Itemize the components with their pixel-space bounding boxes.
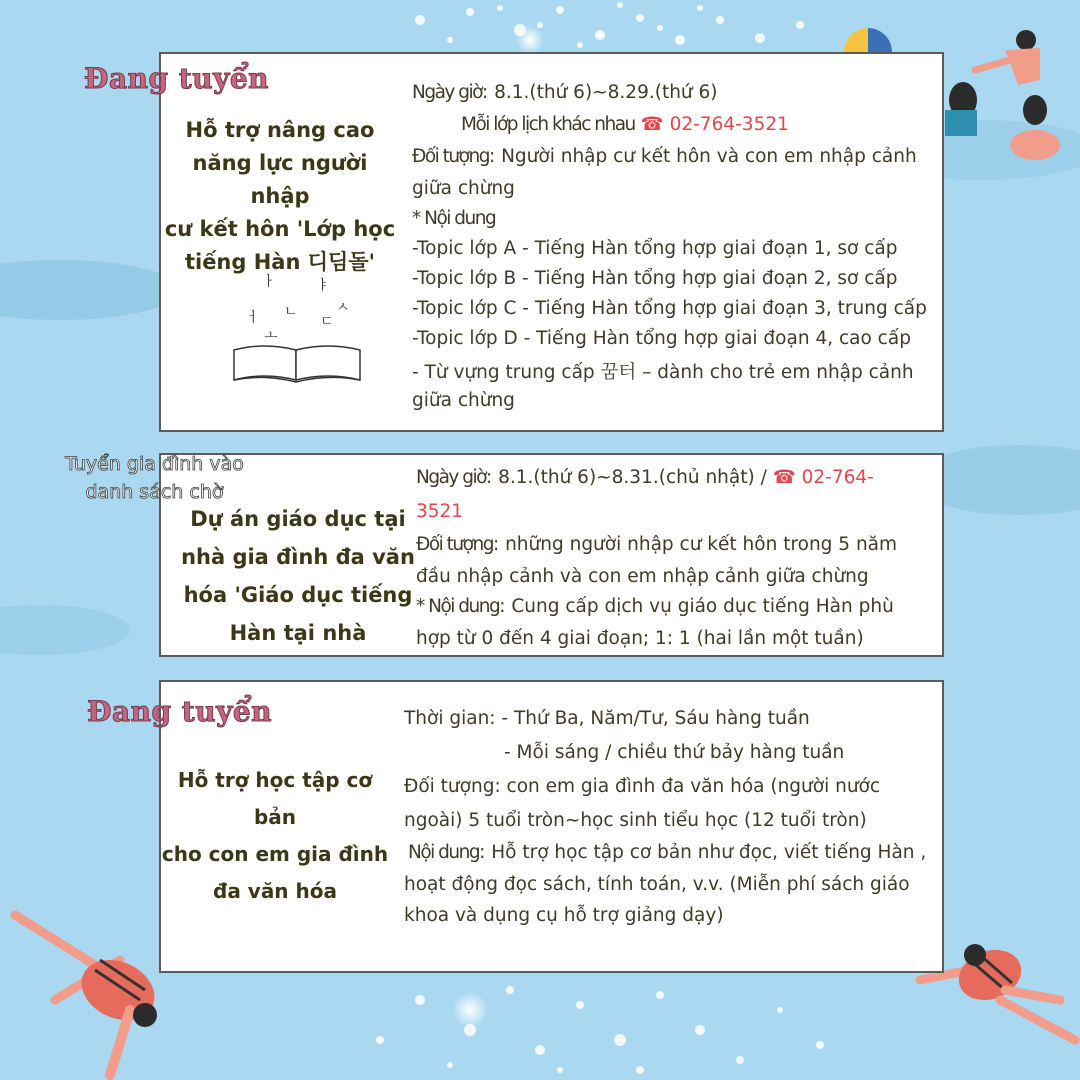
time-row-cont: - Mỗi sáng / chiều thứ bảy hàng tuần bbox=[504, 742, 845, 763]
list-item: -Topic lớp A - Tiếng Hàn tổng hợp giai đoạn 1, sơ cấp bbox=[412, 238, 898, 259]
list-item: -Topic lớp D - Tiếng Hàn tổng hợp giai đoạn 4, cao cấp bbox=[412, 328, 911, 349]
target-row: Đối tượng: Người nhập cư kết hôn và con em nhập cảnh bbox=[412, 146, 917, 167]
list-item: - Từ vựng trung cấp 꿈터 – dành cho trẻ em nhập cảnh bbox=[412, 362, 914, 383]
status-recruiting: Đang tuyển bbox=[87, 695, 273, 728]
content-label: * Nội dung bbox=[412, 208, 496, 229]
list-item: -Topic lớp B - Tiếng Hàn tổng hợp giai đoạn 2, sơ cấp bbox=[412, 268, 898, 289]
list-item-cont: giữa chừng bbox=[412, 390, 515, 411]
phone-number[interactable]: ☎ 02-764-3521 bbox=[640, 114, 789, 135]
phone-number-cont[interactable]: 3521 bbox=[416, 501, 464, 522]
time-row: Thời gian: - Thứ Ba, Năm/Tư, Sáu hàng tuần bbox=[404, 708, 810, 729]
status-waitlist: Tuyển gia đình vào danh sách chờ bbox=[65, 453, 244, 503]
svg-text:ㅑ: ㅑ bbox=[316, 278, 330, 294]
target-row-cont: đầu nhập cảnh và con em nhập cảnh giữa chừng bbox=[416, 566, 869, 587]
program-title: Hỗ trợ học tập cơ bản cho con em gia đình đa văn hóa bbox=[161, 768, 389, 903]
content-row-cont: hoạt động đọc sách, tính toán, v.v. (Miễn phí sách giáo bbox=[404, 874, 910, 895]
phone-number[interactable]: ☎ 02-764- bbox=[772, 467, 874, 488]
content-row-cont: khoa và dụng cụ hỗ trợ giảng dạy) bbox=[404, 905, 724, 926]
content-row: * Nội dung: Cung cấp dịch vụ giáo dục tiếng Hàn phù bbox=[416, 596, 894, 617]
svg-text:ㅏ: ㅏ bbox=[262, 274, 276, 290]
target-row: Đối tượng: con em gia đình đa văn hóa (người nước bbox=[404, 776, 881, 797]
content-row-cont: hợp từ 0 đến 4 giai đoạn; 1: 1 (hai lần một tuần) bbox=[416, 628, 864, 649]
program-title: Hỗ trợ nâng cao năng lực người nhập cư kết hôn 'Lớp học tiếng Hàn 디딤돌' bbox=[164, 118, 396, 274]
list-item: -Topic lớp C - Tiếng Hàn tổng hợp giai đoạn 3, trung cấp bbox=[412, 298, 927, 319]
program-title: Dự án giáo dục tại nhà gia đình đa văn hóa 'Giáo dục tiếng Hàn tại nhà bbox=[181, 507, 415, 645]
svg-text:ㄴ: ㄴ bbox=[284, 304, 298, 320]
content-row: Nội dung: Hỗ trợ học tập cơ bản như đọc, viết tiếng Hàn , bbox=[408, 842, 927, 863]
target-row: Đối tượng: những người nhập cư kết hôn trong 5 năm bbox=[416, 534, 898, 555]
svg-text:ㅅ: ㅅ bbox=[336, 300, 350, 316]
date-row: Ngày giờ: 8.1.(thứ 6)~8.31.(chủ nhật) / ☎ 02-764- bbox=[416, 467, 874, 488]
svg-text:ㅓ: ㅓ bbox=[246, 310, 260, 326]
schedule-row: Mỗi lớp lịch khác nhau ☎ 02-764-3521 bbox=[461, 114, 789, 135]
target-row-cont: giữa chừng bbox=[412, 178, 515, 199]
svg-text:ㅗ: ㅗ bbox=[264, 328, 278, 344]
target-row-cont: ngoài) 5 tuổi tròn~học sinh tiểu học (12 tuổi tròn) bbox=[404, 810, 867, 831]
date-row: Ngày giờ: 8.1.(thứ 6)~8.29.(thứ 6) bbox=[412, 82, 718, 103]
book-illustration-icon bbox=[228, 268, 368, 388]
svg-text:ㄷ: ㄷ bbox=[320, 314, 334, 330]
status-recruiting: Đang tuyển bbox=[84, 62, 270, 95]
